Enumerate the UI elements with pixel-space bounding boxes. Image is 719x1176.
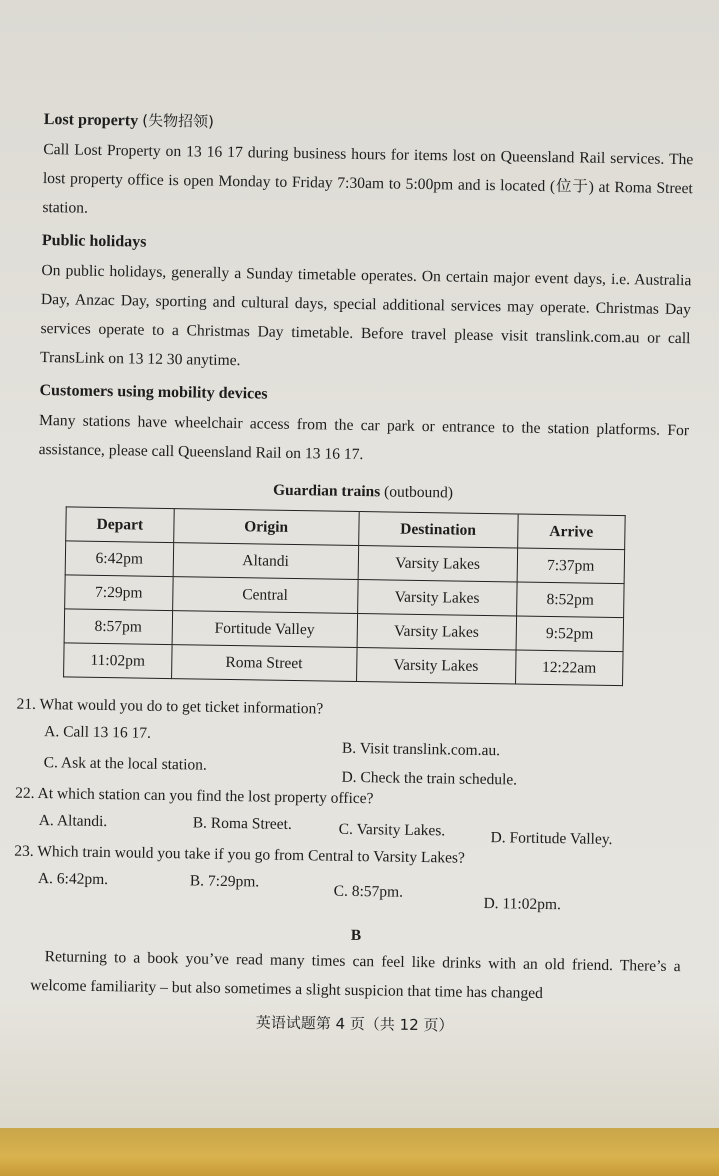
cell-origin: Roma Street [171, 645, 356, 682]
cell-depart: 11:02pm [64, 643, 172, 679]
mobility-body: Many stations have wheelchair access from the car park or entrance to the station platforms. For assistance, please call Queensland Rail on 13 16 17. [38, 411, 690, 464]
option-a: A. 6:42pm. [37, 870, 109, 889]
table-title-bold: Guardian trains [272, 481, 381, 501]
cell-depart: 6:42pm [65, 541, 173, 577]
cell-destination: Varsity Lakes [358, 545, 518, 581]
cell-origin: Fortitude Valley [172, 611, 357, 648]
lost-property-section [42, 108, 694, 232]
question-stem: 21. What would you do to get ticket information? [16, 695, 324, 718]
option-a: A. Call 13 16 17. [44, 723, 152, 742]
question-21 [16, 691, 685, 789]
cell-arrive: 12:22am [515, 650, 623, 686]
header-origin: Origin [173, 509, 358, 546]
cell-origin: Central [172, 577, 357, 614]
cell-destination: Varsity Lakes [357, 579, 517, 615]
public-holidays-heading: Public holidays [41, 231, 147, 251]
cell-destination: Varsity Lakes [356, 647, 516, 683]
lost-property-body: Call Lost Property on 13 16 17 during business hours for items lost on Queensland Rail services. The lost property office is open Monday to Friday 7:30am to 5:00pm and is located (位于) at Roma Street station. [42, 140, 694, 217]
desk-surface [0, 1128, 719, 1176]
lost-property-heading-text: Lost property [43, 110, 139, 130]
header-destination: Destination [358, 511, 518, 547]
cell-arrive: 7:37pm [517, 548, 625, 584]
cell-origin: Altandi [173, 543, 358, 580]
lost-property-heading-cn: (失物招领) [142, 111, 215, 131]
option-d: D. Fortitude Valley. [490, 829, 613, 849]
option-b: B. Roma Street. [192, 814, 292, 833]
public-holidays-section [40, 230, 692, 382]
mobility-section [38, 380, 689, 474]
public-holidays-body: On public holidays, generally a Sunday timetable operates. On certain major event days, i.e. Australia Day, Anzac Day, sporting and cultural days, special additional services may operate. Christmas Day services operate to a Christmas Day timetable. Before travel please visit translink.com.au or call TransLink on 13 12 30 anytime. [39, 261, 692, 370]
cell-depart: 8:57pm [64, 609, 172, 645]
option-c: C. Varsity Lakes. [338, 820, 446, 840]
cell-arrive: 8:52pm [516, 582, 624, 618]
option-a: A. Altandi. [38, 812, 108, 831]
cell-arrive: 9:52pm [516, 616, 624, 652]
cell-depart: 7:29pm [65, 575, 173, 611]
page-footer: 英语试题第 4 页（共 12 页） [255, 1013, 454, 1035]
option-d: D. 11:02pm. [483, 895, 562, 914]
table-title [38, 478, 688, 506]
section-b-text: Returning to a book you’ve read many times can feel like drinks with an old friend. There’s a welcome familiarity – but also sometimes a slight suspicion that time has changed [30, 948, 681, 1002]
section-b-label: B [350, 926, 362, 945]
cell-destination: Varsity Lakes [357, 613, 517, 649]
header-depart: Depart [66, 507, 174, 543]
question-23 [14, 838, 683, 914]
option-b: B. 7:29pm. [189, 872, 260, 891]
option-c: C. 8:57pm. [333, 882, 404, 901]
question-stem: 22. At which station can you find the lost property office? [15, 784, 374, 808]
option-b: B. Visit translink.com.au. [341, 739, 501, 760]
guardian-trains-table [63, 506, 626, 686]
header-arrive: Arrive [517, 514, 625, 550]
mobility-heading: Customers using mobility devices [39, 381, 268, 403]
option-c: C. Ask at the local station. [43, 754, 208, 774]
table-title-rest: (outbound) [383, 483, 454, 502]
question-stem: 23. Which train would you take if you go from Central to Varsity Lakes? [14, 842, 465, 867]
document-content [14, 108, 694, 1039]
question-22 [15, 780, 684, 849]
option-d: D. Check the train schedule. [341, 768, 518, 789]
